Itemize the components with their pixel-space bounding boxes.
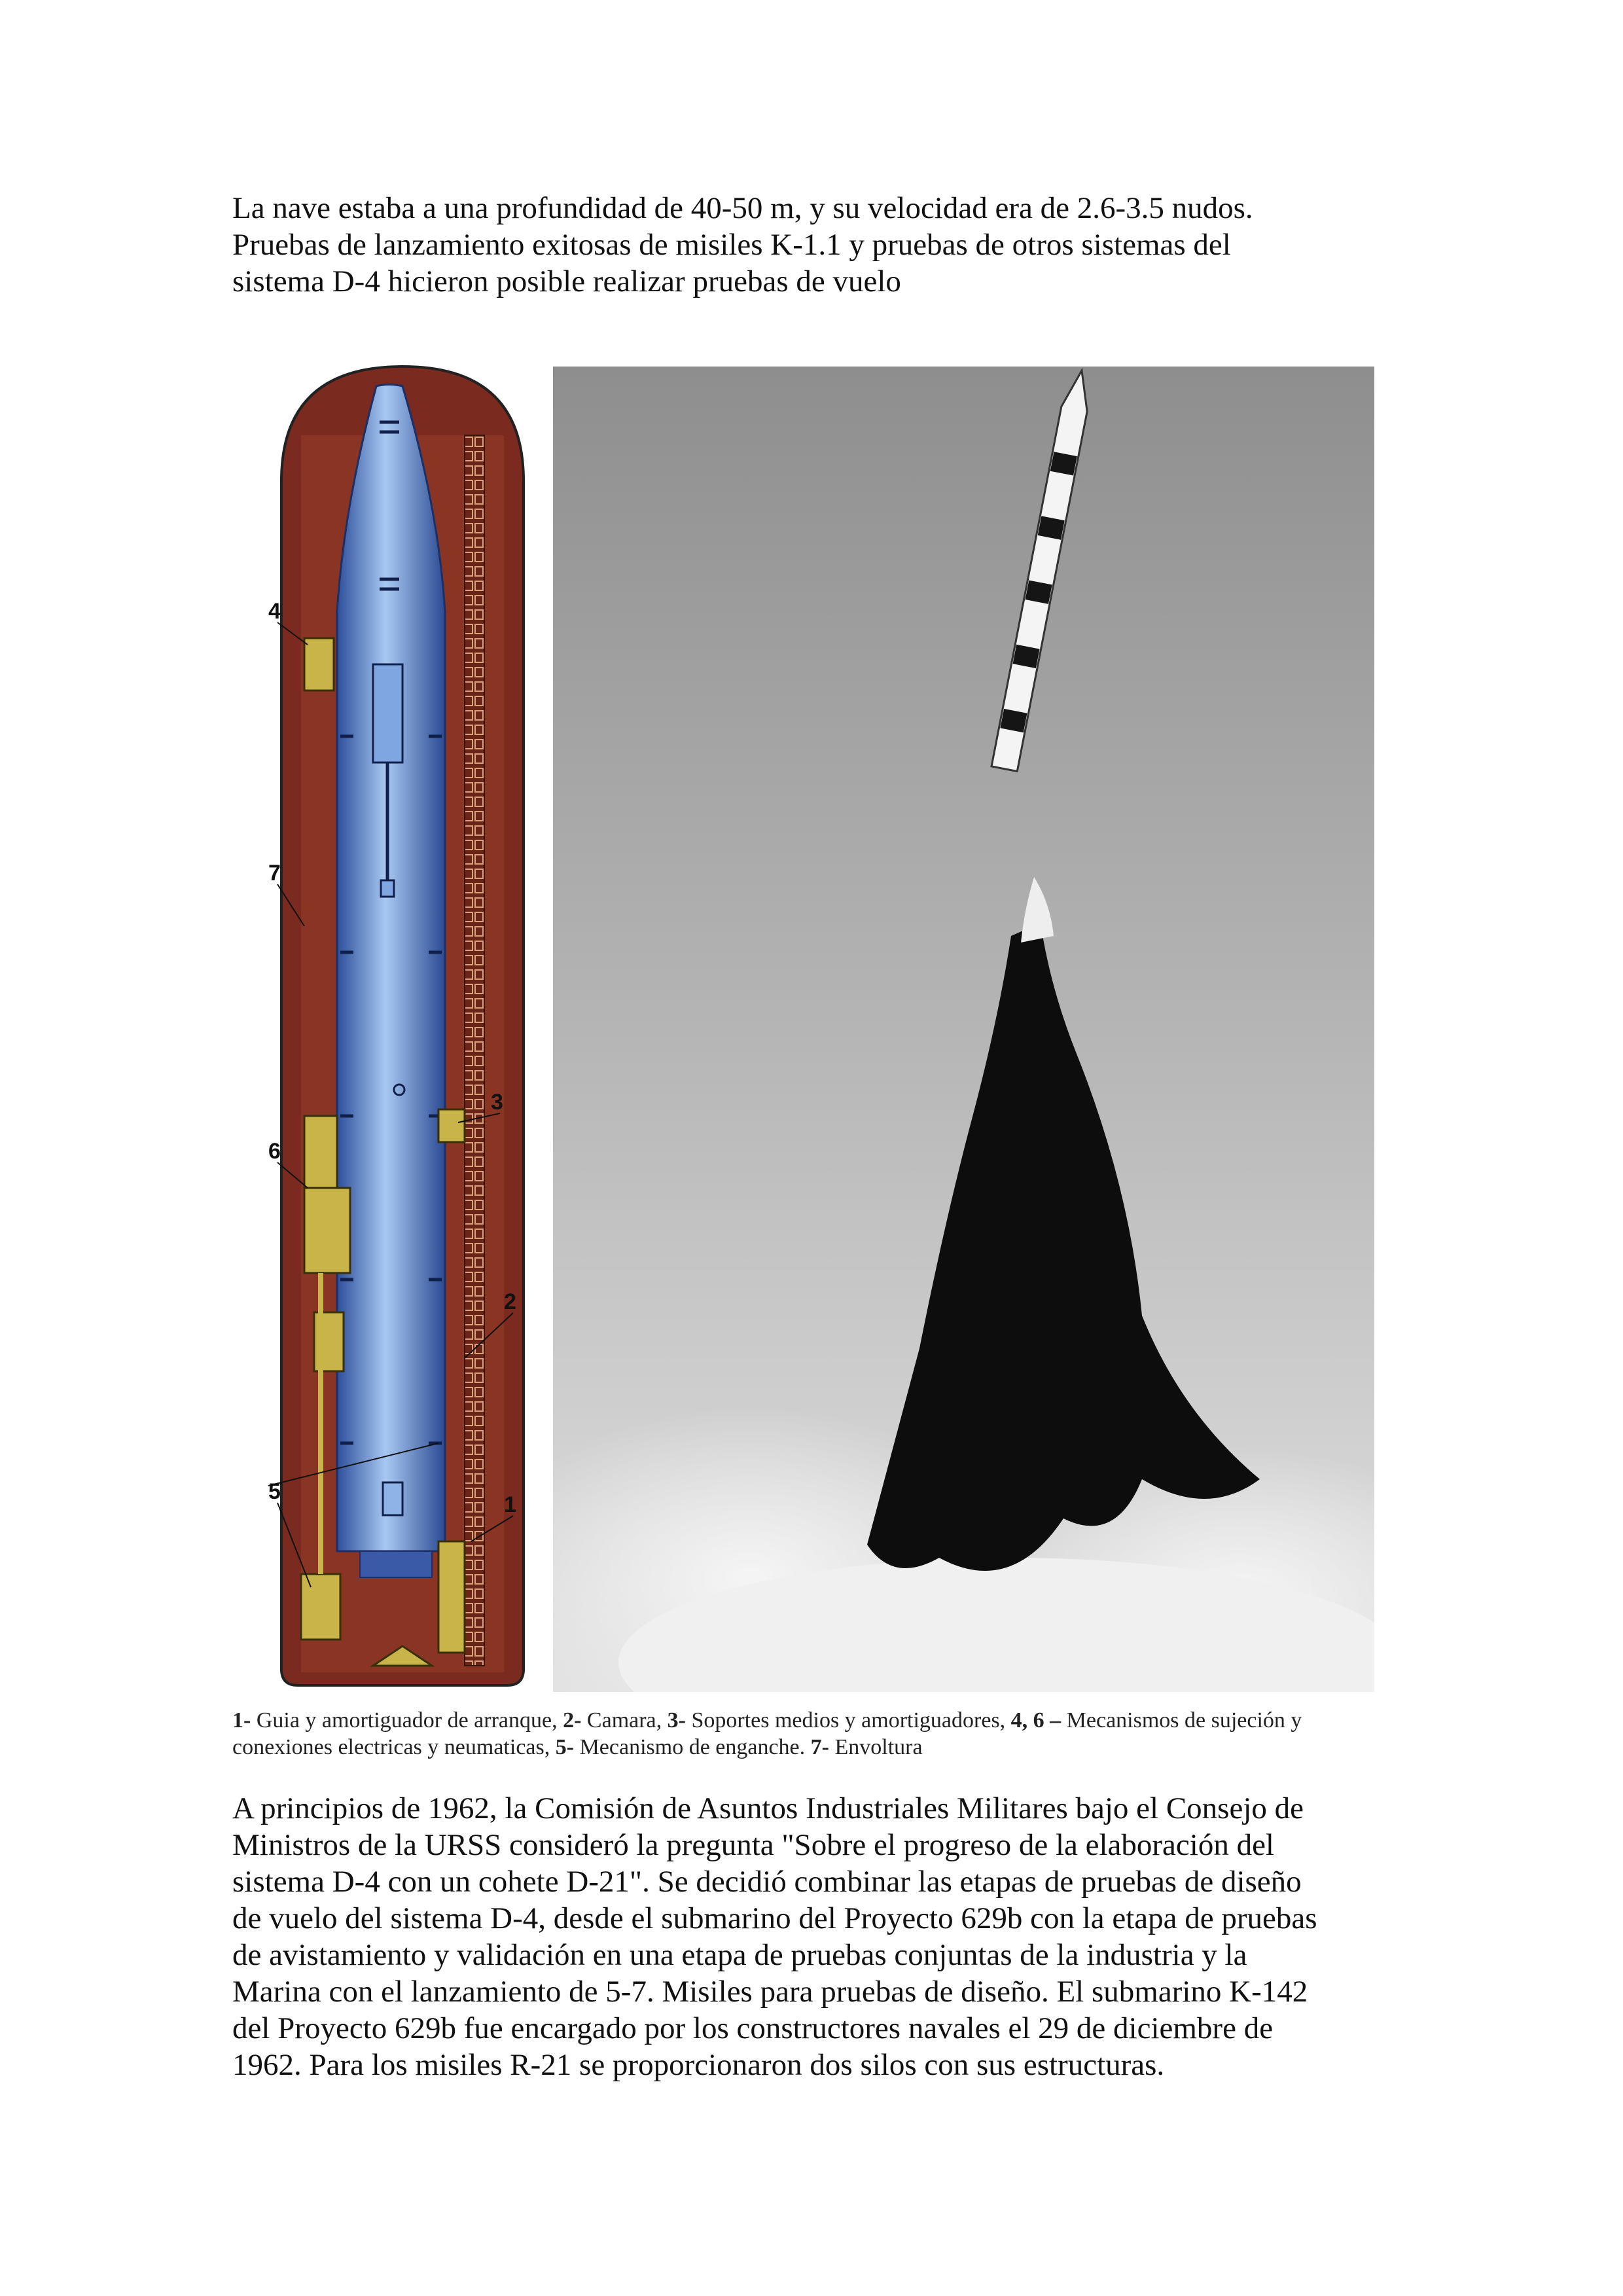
caption-text: Camara, [581, 1708, 668, 1732]
text-line: Pruebas de lanzamiento exitosas de misiles K-1.1 y pruebas de otros sistemas del [232, 228, 1231, 262]
caption-text: Mecanismos de sujeción y conexiones electricas y neumaticas, [232, 1708, 1302, 1759]
diagram-label-4: 4 [268, 599, 281, 624]
text-line: sistema D-4 con un cohete D-21". Se decidió combinar las etapas de pruebas de diseño [232, 1865, 1302, 1899]
text-line: del Proyecto 629b fue encargado por los constructores navales el 29 de diciembre de [232, 2011, 1274, 2045]
caption-num: 7- [810, 1735, 829, 1759]
diagram-label-7: 7 [268, 861, 281, 886]
diagram-label-3: 3 [491, 1090, 503, 1115]
launch-photo [553, 367, 1374, 1692]
text-line: A principios de 1962, la Comisión de Asuntos Industriales Militares bajo el Consejo de [232, 1791, 1304, 1825]
text-line: 1962. Para los misiles R-21 se proporcionaron dos silos con sus estructuras. [232, 2048, 1165, 2082]
caption-num: 3- [667, 1708, 686, 1732]
caption-text: Guia y amortiguador de arranque, [251, 1708, 563, 1732]
caption-text: Mecanismo de enganche. [574, 1735, 811, 1759]
caption-text: Soportes medios y amortiguadores, [685, 1708, 1011, 1732]
text-line: sistema D-4 hicieron posible realizar pruebas de vuelo [232, 264, 901, 298]
caption-num: 5- [555, 1735, 575, 1759]
caption-num: 1- [232, 1708, 251, 1732]
diagram-label-2: 2 [504, 1289, 516, 1314]
text-line: Marina con el lanzamiento de 5-7. Misiles para pruebas de diseño. El submarino K-142 [232, 1975, 1308, 2009]
caption-text: Envoltura [829, 1735, 923, 1759]
silo-diagram [268, 363, 530, 1689]
intro-paragraph [232, 190, 1404, 300]
text-line: de avistamiento y validación en una etapa de pruebas conjuntas de la industria y la [232, 1938, 1247, 1972]
body-paragraph [232, 1790, 1404, 2083]
diagram-label-5: 5 [268, 1479, 281, 1504]
text-line: La nave estaba a una profundidad de 40-50 m, y su velocidad era de 2.6-3.5 nudos. [232, 191, 1253, 225]
caption-num: 4, 6 – [1010, 1708, 1061, 1732]
figure-caption [232, 1707, 1404, 1761]
figures-row [268, 363, 1387, 1692]
text-line: de vuelo del sistema D-4, desde el submarino del Proyecto 629b con la etapa de pruebas [232, 1901, 1317, 1935]
caption-num: 2- [563, 1708, 582, 1732]
text-line: Ministros de la URSS consideró la pregunta "Sobre el progreso de la elaboración del [232, 1828, 1274, 1862]
diagram-label-6: 6 [268, 1139, 281, 1164]
diagram-label-1: 1 [504, 1492, 516, 1517]
